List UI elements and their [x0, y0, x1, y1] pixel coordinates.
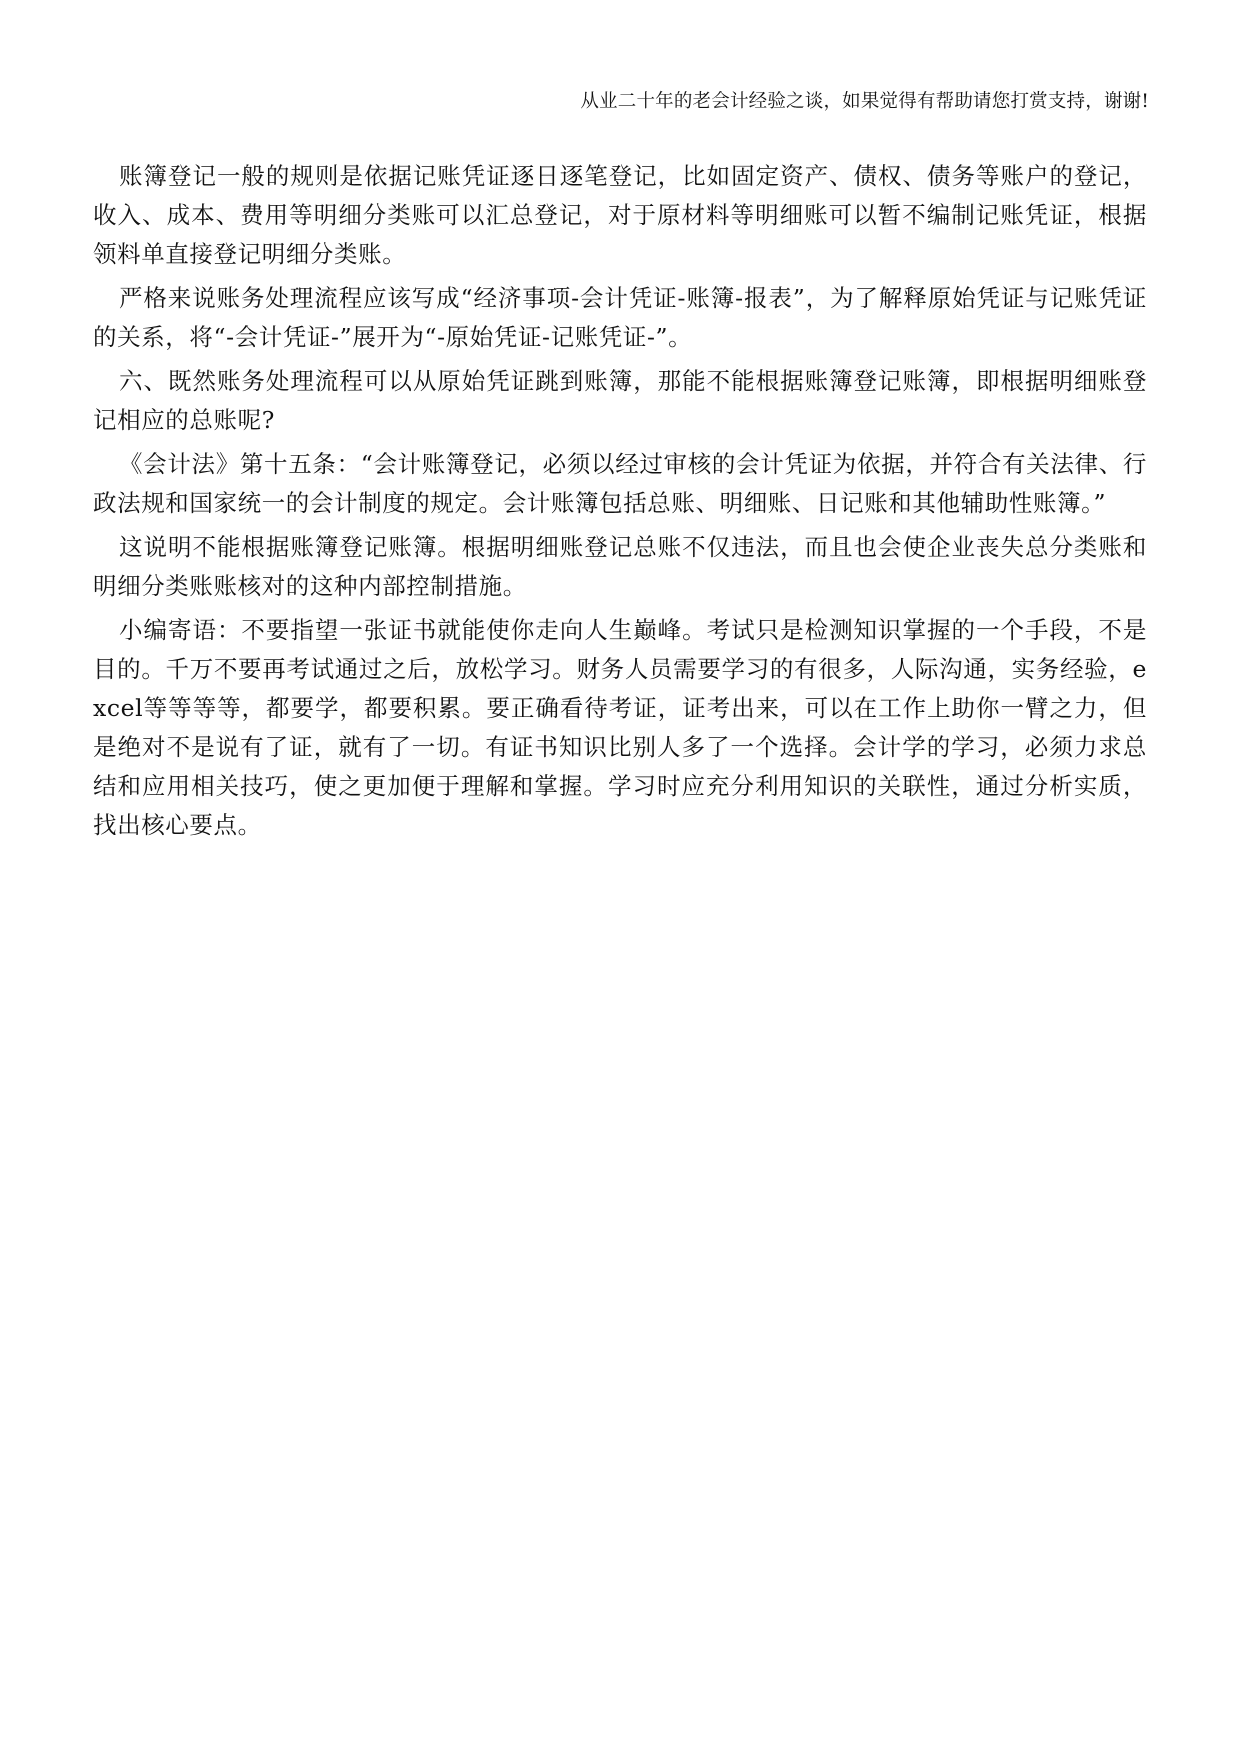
document-body — [93, 157, 1147, 850]
paragraph-conclusion: 这说明不能根据账簿登记账簿。根据明细账登记总账不仅违法，而且也会使企业丧失总分类账和明细分类账账核对的这种内部控制措施。 — [93, 533, 1147, 600]
header-note: 从业二十年的老会计经验之谈，如果觉得有帮助请您打赏支持，谢谢! — [580, 91, 1149, 112]
paragraph-accounting-law: 《会计法》第十五条：“会计账簿登记，必须以经过审核的会计凭证为依据，并符合有关法律、行政法规和国家统一的会计制度的规定。会计账簿包括总账、明细账、日记账和其他辅助性账簿。” — [93, 450, 1147, 517]
paragraph-question-six: 六、既然账务处理流程可以从原始凭证跳到账簿，那能不能根据账簿登记账簿，即根据明细账登记相应的总账呢? — [93, 367, 1147, 434]
paragraph-editor-note: 小编寄语：不要指望一张证书就能使你走向人生巅峰。考试只是检测知识掌握的一个手段，不是目的。千万不要再考试通过之后，放松学习。财务人员需要学习的有很多，人际沟通，实务经验，excel等等等等，都要学，都要积累。要正确看待考证，证考出来，可以在工作上助你一臂之力，但是绝对不是说有了证，就有了一切。有证书知识比别人多了一个选择。会计学的学习，必须力求总结和应用相关技巧，使之更加便于理解和掌握。学习时应充分利用知识的关联性，通过分析实质，找出核心要点。 — [93, 616, 1147, 839]
paragraph-ledger-rules: 账簿登记一般的规则是依据记账凭证逐日逐笔登记，比如固定资产、债权、债务等账户的登记，收入、成本、费用等明细分类账可以汇总登记，对于原材料等明细账可以暂不编制记账凭证，根据领料单直接登记明细分类账。 — [93, 162, 1147, 268]
paragraph-process-flow: 严格来说账务处理流程应该写成“经济事项-会计凭证-账簿-报表”，为了解释原始凭证与记账凭证的关系，将“-会计凭证-”展开为“-原始凭证-记账凭证-”。 — [93, 284, 1147, 351]
